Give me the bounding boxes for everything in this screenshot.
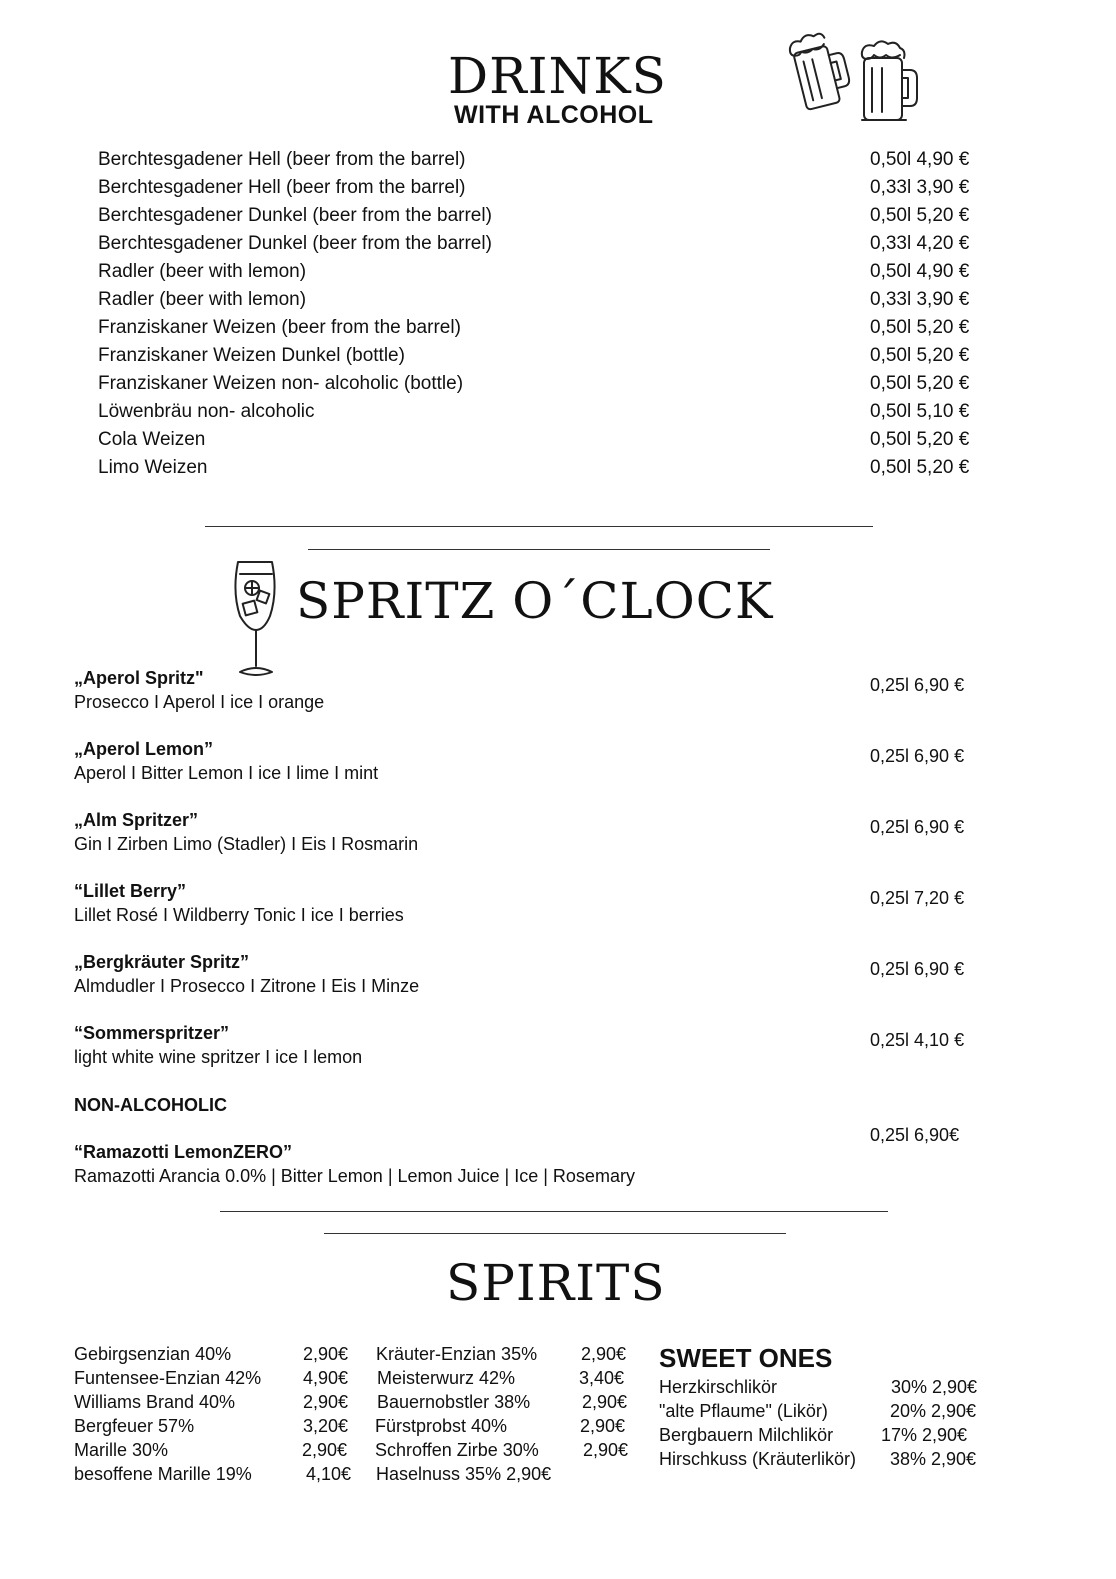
- list-item: [74, 950, 994, 998]
- liqueur-name: Hirschkuss (Kräuterlikör): [659, 1449, 857, 1469]
- liqueur-name: Herzkirschlikör: [659, 1377, 778, 1397]
- item-name: “Ramazotti LemonZERO”: [74, 1142, 293, 1162]
- item-price: 0,25l 6,90 €: [870, 817, 965, 837]
- spirits-section-title: SPIRITS: [446, 1254, 666, 1312]
- item-price: 0,50l 4,90 €: [870, 261, 970, 282]
- item-name: Berchtesgadener Dunkel (beer from the barrel): [98, 233, 492, 254]
- spirit-price: 4,10€: [306, 1464, 352, 1484]
- item-price: 0,33l 3,90 €: [870, 177, 970, 198]
- item-name: „Bergkräuter Spritz”: [74, 952, 250, 972]
- liqueur-price: 38% 2,90€: [890, 1449, 977, 1469]
- spirit-name: Fürstprobst 40%: [375, 1416, 508, 1436]
- item-name: Löwenbräu non- alcoholic: [98, 401, 315, 422]
- beer-list: [98, 146, 978, 482]
- list-item: [98, 146, 978, 174]
- spirit-name: Schroffen Zirbe 30%: [375, 1440, 539, 1460]
- list-item: [98, 454, 978, 482]
- spirit-price: 4,90€: [303, 1368, 349, 1388]
- page-subtitle: WITH ALCOHOL: [454, 101, 654, 129]
- item-name: Cola Weizen: [98, 429, 206, 450]
- item-description: Aperol I Bitter Lemon I ice I lime I mint: [74, 763, 379, 783]
- item-price: 0,25l 4,10 €: [870, 1030, 965, 1050]
- item-name: Franziskaner Weizen (beer from the barrel): [98, 317, 461, 338]
- list-item: [74, 1140, 994, 1188]
- item-price: 0,50l 5,20 €: [870, 317, 970, 338]
- spritz-glass-icon: [228, 556, 284, 682]
- spirit-name: Meisterwurz 42%: [377, 1368, 516, 1388]
- spirit-price: 3,20€: [303, 1416, 349, 1436]
- list-item: [98, 202, 978, 230]
- item-name: Radler (beer with lemon): [98, 261, 307, 282]
- list-item: [98, 370, 978, 398]
- list-item: [74, 879, 994, 927]
- item-price: 0,25l 6,90 €: [870, 675, 965, 695]
- item-name: Radler (beer with lemon): [98, 289, 307, 310]
- page-title: DRINKS: [448, 47, 667, 105]
- list-item: [98, 314, 978, 342]
- item-name: Berchtesgadener Hell (beer from the barrel): [98, 149, 466, 170]
- spirit-price: 2,90€: [302, 1440, 348, 1460]
- liqueur-price: 17% 2,90€: [881, 1425, 968, 1445]
- item-price: 0,50l 5,20 €: [870, 205, 970, 226]
- item-description: Ramazotti Arancia 0.0% | Bitter Lemon | Lemon Juice | Ice | Rosemary: [74, 1166, 635, 1186]
- list-item: [98, 258, 978, 286]
- spirit-name: Marille 30%: [74, 1440, 169, 1460]
- item-price: 0,50l 4,90 €: [870, 149, 970, 170]
- item-name: „Aperol Lemon”: [74, 739, 214, 759]
- item-name: Franziskaner Weizen non- alcoholic (bottle): [98, 373, 464, 394]
- liqueur-price: 20% 2,90€: [890, 1401, 977, 1421]
- spirit-price: 2,90€: [303, 1344, 349, 1364]
- spirit-name: Bergfeuer 57%: [74, 1416, 195, 1436]
- item-name: “Sommerspritzer”: [74, 1023, 230, 1043]
- item-price: 0,33l 4,20 €: [870, 233, 970, 254]
- item-price: 0,50l 5,20 €: [870, 345, 970, 366]
- liqueur-name: Bergbauern Milchlikör: [659, 1425, 834, 1445]
- sweet-ones-heading: SWEET ONES: [659, 1343, 833, 1373]
- item-description: light white wine spritzer I ice I lemon: [74, 1047, 363, 1067]
- list-item: [98, 230, 978, 258]
- item-name: „Alm Spritzer”: [74, 810, 199, 830]
- liqueur-name: "alte Pflaume" (Likör): [659, 1401, 828, 1421]
- beer-mugs-icon: [780, 28, 925, 128]
- divider: [324, 1233, 786, 1234]
- divider: [220, 1211, 888, 1212]
- list-item: [74, 666, 994, 714]
- divider: [205, 526, 873, 527]
- item-description: Lillet Rosé I Wildberry Tonic I ice I berries: [74, 905, 404, 925]
- item-price: 0,50l 5,20 €: [870, 373, 970, 394]
- spirit-name: Williams Brand 40%: [74, 1392, 236, 1412]
- item-price: 0,25l 6,90€: [870, 1125, 960, 1145]
- list-item: [98, 342, 978, 370]
- item-description: Almdudler I Prosecco I Zitrone I Eis I Minze: [74, 976, 420, 996]
- spirit-price: 3,40€: [579, 1368, 625, 1388]
- item-price: 0,25l 6,90 €: [870, 959, 965, 979]
- item-name: “Lillet Berry”: [74, 881, 187, 901]
- list-item: [74, 1021, 994, 1069]
- spritz-section-title: SPRITZ O´CLOCK: [296, 572, 774, 630]
- item-name: Limo Weizen: [98, 457, 208, 478]
- liqueur-price: 30% 2,90€: [891, 1377, 978, 1397]
- spirit-price: 2,90€: [581, 1344, 627, 1364]
- spirit-name: Haselnuss 35% 2,90€: [376, 1464, 552, 1484]
- spirit-price: 2,90€: [303, 1392, 349, 1412]
- list-item: [98, 426, 978, 454]
- item-name: Berchtesgadener Dunkel (beer from the barrel): [98, 205, 492, 226]
- item-price: 0,25l 6,90 €: [870, 746, 965, 766]
- spirit-name: Gebirgsenzian 40%: [74, 1344, 232, 1364]
- spirit-price: 2,90€: [583, 1440, 629, 1460]
- item-price: 0,50l 5,10 €: [870, 401, 970, 422]
- spirit-name: Kräuter-Enzian 35%: [376, 1344, 538, 1364]
- list-item: [98, 398, 978, 426]
- spirit-name: besoffene Marille 19%: [74, 1464, 252, 1484]
- item-name: „Aperol Spritz": [74, 668, 204, 688]
- item-price: 0,25l 7,20 €: [870, 888, 965, 908]
- list-item: [98, 286, 978, 314]
- item-price: 0,50l 5,20 €: [870, 429, 970, 450]
- non-alcoholic-heading: NON-ALCOHOLIC: [74, 1095, 227, 1115]
- spirit-name: Bauernobstler 38%: [377, 1392, 531, 1412]
- spirit-price: 2,90€: [582, 1392, 628, 1412]
- spirit-name: Funtensee-Enzian 42%: [74, 1368, 262, 1388]
- item-name: Franziskaner Weizen Dunkel (bottle): [98, 345, 405, 366]
- divider: [308, 549, 770, 550]
- list-item: [74, 737, 994, 785]
- item-name: Berchtesgadener Hell (beer from the barrel): [98, 177, 466, 198]
- item-description: Gin I Zirben Limo (Stadler) I Eis I Rosmarin: [74, 834, 419, 854]
- spirit-price: 2,90€: [580, 1416, 626, 1436]
- list-item: [74, 808, 994, 856]
- item-description: Prosecco I Aperol I ice I orange: [74, 692, 325, 712]
- item-price: 0,50l 5,20 €: [870, 457, 970, 478]
- item-price: 0,33l 3,90 €: [870, 289, 970, 310]
- list-item: [98, 174, 978, 202]
